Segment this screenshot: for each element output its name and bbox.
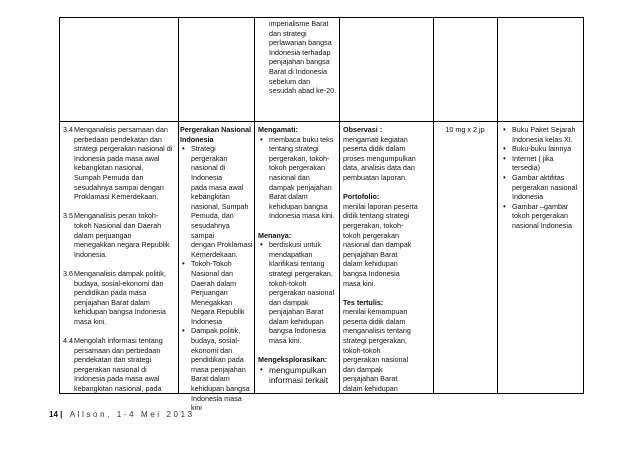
text-line: sesudahnya sampai [191,220,230,240]
penilaian-cell [343,125,432,394]
list-item [258,135,338,221]
text-line: mendapatkan [269,249,313,259]
text-line: dampak penjajahan [269,182,332,192]
section-label: Tes tertulis: [343,297,384,307]
text-line: dengan Proklamasi [191,240,253,250]
col-divider-2 [254,17,255,394]
syllabus-table [59,17,584,413]
text-line: didik tentang strategi [343,211,410,221]
text-line: sesudahnya sampai dengan [74,182,164,192]
text-line: kehidupan bangsa Indonesia [74,307,166,317]
text-line: Perjuangan [191,288,228,298]
text-line: penjajahan bangsa [269,57,330,67]
text-line: kebangkitan nasional, [74,163,144,173]
text-line: dan dampak [269,297,309,307]
section-label: Portofolio: [343,192,380,202]
text-line: masa kini. [343,278,376,288]
text-line: • Buku Paket Sejarah [512,125,576,134]
table-top-border [59,17,584,18]
col-divider-1 [178,17,179,394]
text-line: pergerakan nasional di [74,364,147,374]
text-line: pergerakan nasional [512,182,578,192]
text-line: pendidikan pada [191,355,244,365]
text-line: strategi pergerakan, [269,268,333,278]
text-line: pergerakan nasional [343,355,409,365]
materi-pokok-cell [180,125,253,413]
list-item [180,259,253,326]
col-divider-3 [339,17,340,394]
text-line: menegakkan negara Republik [74,240,170,250]
text-line: tokoh pergerakan [343,230,399,240]
text-line: informasi terkait [269,375,329,386]
text-line: Indonesia [191,172,223,182]
col-divider-5 [497,17,498,394]
text-line: perlawanan bangsa [269,38,332,48]
text-line: Indonesia [512,192,544,202]
text-line: perbedaan pendekatan dan [74,134,162,144]
text-line: strategi pergerakan, [343,336,407,346]
text-line: pergerakan nasional [269,288,335,298]
text-line: • Dampak politik, [191,326,241,336]
text-line: kehidupan bangsa [269,201,328,211]
text-line: dan strategi [269,28,307,38]
text-line: tokoh pergerakan [269,163,325,173]
page-number: 14 | [49,410,63,419]
text-line: Menganalisis peran tokoh- [74,211,159,221]
text-line: Indonesia masa kini [191,393,242,413]
text-line: • berdiskusi untuk [269,240,321,250]
text-line: Indonesia kelas XI. [512,134,573,144]
text-line: peserta didik dalam [343,316,406,326]
list-item [180,326,253,412]
materi-title: Pergerakan Nasional [180,125,252,134]
col-divider-4 [433,17,434,394]
text-line: Proklamasi Kemerdekaan. [74,192,159,202]
text-line: tokoh-tokoh [269,278,307,288]
list-item [501,125,583,144]
kd-item [63,269,177,327]
text-line: Sumpah Pemuda dan [74,172,144,182]
text-line: dalam kehidupan [269,316,324,326]
page-footer [49,410,195,419]
footer-text: Allson, 1-4 Mei 2013 [69,410,195,419]
text-line: masa penjajahan [191,364,246,374]
text-line: strategi pergerakan nasional di [74,144,173,154]
text-line: tokoh-tokoh [343,345,381,355]
text-line: dalam perjuangan [74,230,132,240]
text-line: dan dampak [343,364,383,374]
text-line: masa kini. [74,316,107,326]
text-line: penjajahan Barat [343,374,398,384]
kd-item [63,125,177,202]
table-right-border [583,17,584,394]
table-left-border [59,17,60,394]
text-line: peserta didik dalam [343,144,406,154]
text-line: Indonesia masa kini. [269,211,335,221]
text-line: pembuatan laporan. [343,172,407,182]
text-line: • Gambar –gambar [512,201,569,211]
alokasi-waktu-cell [434,125,496,135]
text-line: tokoh Nasional dan Daerah [74,220,162,230]
text-line: bangsa Indonesia [269,326,326,336]
text-line: tokoh pergerakan [512,211,568,221]
materi-title: Indonesia [180,134,214,144]
text-line: nasional dan [269,172,310,182]
text-line: Menganalisis dampak politik, [74,268,166,278]
text-line: Nasional dan [191,268,233,278]
text-line: sesudah abad ke-20. [269,86,337,96]
text-line: imperialisme Barat [269,19,329,28]
text-line: kebangkitan [191,192,230,202]
text-line: kehidupan bangsa [191,384,250,394]
text-line: Indonesia pada masa awal [74,153,160,163]
row-divider [59,121,584,122]
text-line: penjajahan Barat dalam [74,297,150,307]
section-label: Menanya: [258,230,292,240]
text-line: menganalisis tentang [343,326,411,336]
kd-number: 3.6 [63,268,73,278]
list-item [501,154,583,173]
text-line: Menganalisis persamaan dan [74,125,168,134]
text-line: Indonesia [191,316,223,326]
list-item [180,144,253,259]
list-item [258,365,338,386]
text-line: Indonesia. [74,249,108,259]
text-line: menilai laporan peserta [343,201,418,211]
text-line: sebelum dan [269,76,311,86]
text-line: persamaan dan perbedaan [74,345,161,355]
text-line: Menegakkan [191,297,233,307]
section-label: Mengamati: [258,125,298,134]
text-line: nasional di [191,163,226,173]
kd-item [63,211,177,259]
kd-number: 3.5 [63,211,73,221]
text-line: dalam kehidupan [343,384,398,394]
text-line: bangsa Indonesia [343,268,400,278]
text-line: penjajahan Barat [269,307,324,317]
text-line: • Strategi pergerakan [191,144,228,163]
text-line: nasional Indonesia [512,220,572,230]
text-line: Barat dalam [191,374,230,384]
text-line: pendidikan pada masa [74,288,147,298]
text-line: Daerah dalam [191,278,237,288]
section-label: Observasi : [343,125,383,134]
text-line: mengamati kegiatan [343,134,408,144]
text-line: budaya, sosial- [191,336,240,346]
text-line: nasional, Sumpah [191,201,249,211]
text-line: kebangkitan nasional, pada [74,384,162,394]
text-line: ekonomi dan [191,345,233,355]
text-line: penjajahan Barat [343,249,398,259]
kegiatan-cell [258,125,338,386]
text-line: pendekatan dan strategi [74,355,152,365]
kd-item [63,336,177,394]
text-line: pada masa awal [191,182,244,192]
kd-number: 3.4 [63,125,73,134]
text-line: • Buku-buku lainnya [512,144,572,154]
text-line: proses mengumpulkan [343,153,416,163]
alokasi-waktu: 10 mg x 2 jp [445,125,485,134]
list-item [501,144,583,154]
text-line: pergerakan, tokoh- [269,153,330,163]
text-line: Barat dalam [269,192,308,202]
list-item [258,240,338,346]
section-label: Mengeksplorasikan: [258,355,328,365]
text-line: Barat di Indonesia [269,66,327,76]
text-line: masa kini. [269,336,302,346]
list-item [501,202,583,231]
text-line: budaya, sosial-ekonomi dan [74,278,164,288]
text-line: nasional dan dampak [343,240,412,250]
kegiatan-continuation [269,19,337,96]
text-line: • Gambar aktifitas [512,172,565,182]
text-line: Kemerdekaan. [191,249,238,259]
text-line: Negara Republik [191,307,245,317]
text-line: dalam kehidupan [343,259,398,269]
text-line: tentang strategi [269,144,319,154]
sumber-belajar-cell [501,125,583,231]
text-line: klarifikasi tentang [269,259,325,269]
list-item [501,173,583,202]
text-line: Indonesia pada masa awal [74,374,160,384]
kompetensi-dasar-cell [63,125,177,394]
text-line: menilai kemampuan [343,307,408,317]
text-line: pergerakan, tokoh- [343,220,404,230]
text-line: • mengumpulkan [269,364,327,375]
text-line: Mengolah informasi tentang [74,336,163,346]
text-line: • membaca buku teks [269,134,334,144]
text-line: Indonesia terhadap [269,47,331,57]
text-line: • Internet ( jika [512,153,554,163]
text-line: • Tokoh-Tokoh [191,259,232,269]
text-line: Pemuda, dan [191,211,234,221]
text-line: data, analisis data dan [343,163,415,173]
kd-number: 4.4 [63,336,73,346]
text-line: tersedia) [512,163,540,173]
